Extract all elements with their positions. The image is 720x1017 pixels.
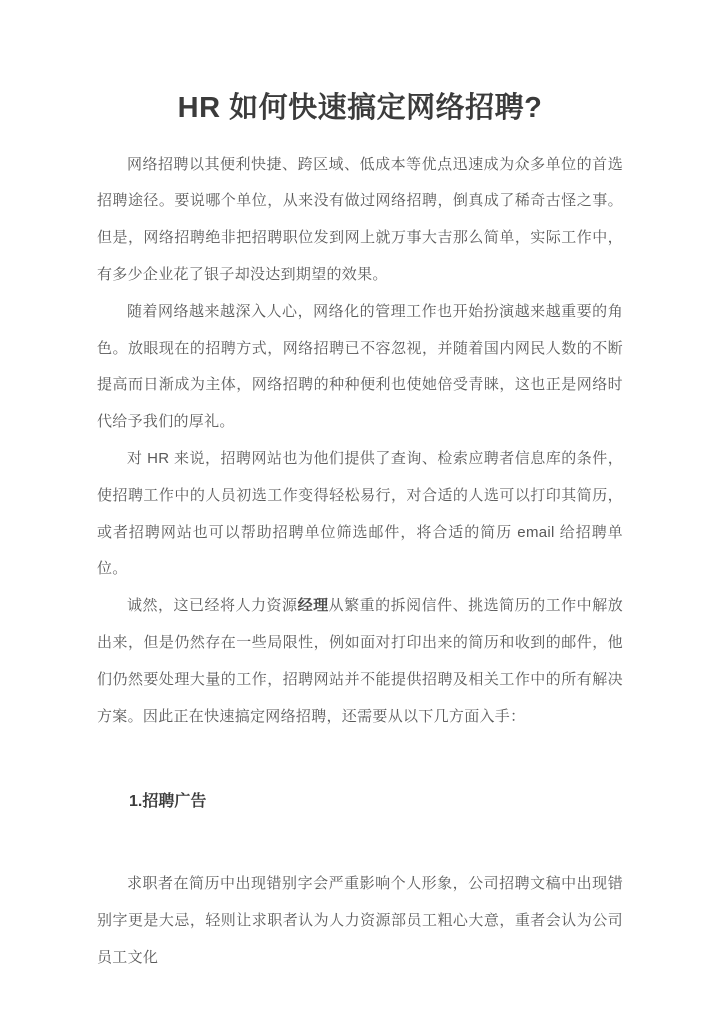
paragraph-limitations <box>97 588 623 735</box>
section-heading-recruitment-ad: 1.招聘广告 <box>129 793 207 811</box>
paragraph-network-trend: 随着网络越来越深入人心，网络化的管理工作也开始扮演越来越重要的角色。放眼现在的招聘方式，网络招聘已不容忽视，并随着国内网民人数的不断提高而日渐成为主体，网络招聘的种种便利也使她倍受青睐，这也正是网络时代给予我们的厚礼。 <box>97 302 623 431</box>
document-title: HR 如何快速搞定网络招聘? <box>177 92 543 124</box>
paragraph-limitations-text-after: 从繁重的拆阅信件、挑选简历的工作中解放出来，但是仍然存在一些局限性，例如面对打印出来的简历和收到的邮件，他们仍然要处理大量的工作，招聘网站并不能提供招聘及相关工作中的所有解决方案。因此正在快速搞定网络招聘，还需要从以下几方面入手： <box>97 597 623 725</box>
keyword-manager: 经理 <box>297 597 329 615</box>
paragraph-typo-warning: 求职者在简历中出现错别字会严重影响个人形象，公司招聘文稿中出现错别字更是大忌，轻则让求职者认为人力资源部员工粗心大意，重者会认为公司员工文化 <box>97 875 623 967</box>
paragraph-hr-benefits: 对 HR 来说，招聘网站也为他们提供了查询、检索应聘者信息库的条件，使招聘工作中的人员初选工作变得轻松易行，对合适的人选可以打印其简历，或者招聘网站也可以帮助招聘单位筛选邮件，将合适的简历 email 给招聘单位。 <box>97 450 623 578</box>
paragraph-limitations-text-before: 诚然，这已经将人力资源 <box>127 597 298 615</box>
paragraph-intro: 网络招聘以其便利快捷、跨区域、低成本等优点迅速成为众多单位的首选招聘途径。要说哪个单位，从来没有做过网络招聘，倒真成了稀奇古怪之事。但是，网络招聘绝非把招聘职位发到网上就万事大吉那么简单，实际工作中，有多少企业花了银子却没达到期望的效果。 <box>97 155 623 284</box>
